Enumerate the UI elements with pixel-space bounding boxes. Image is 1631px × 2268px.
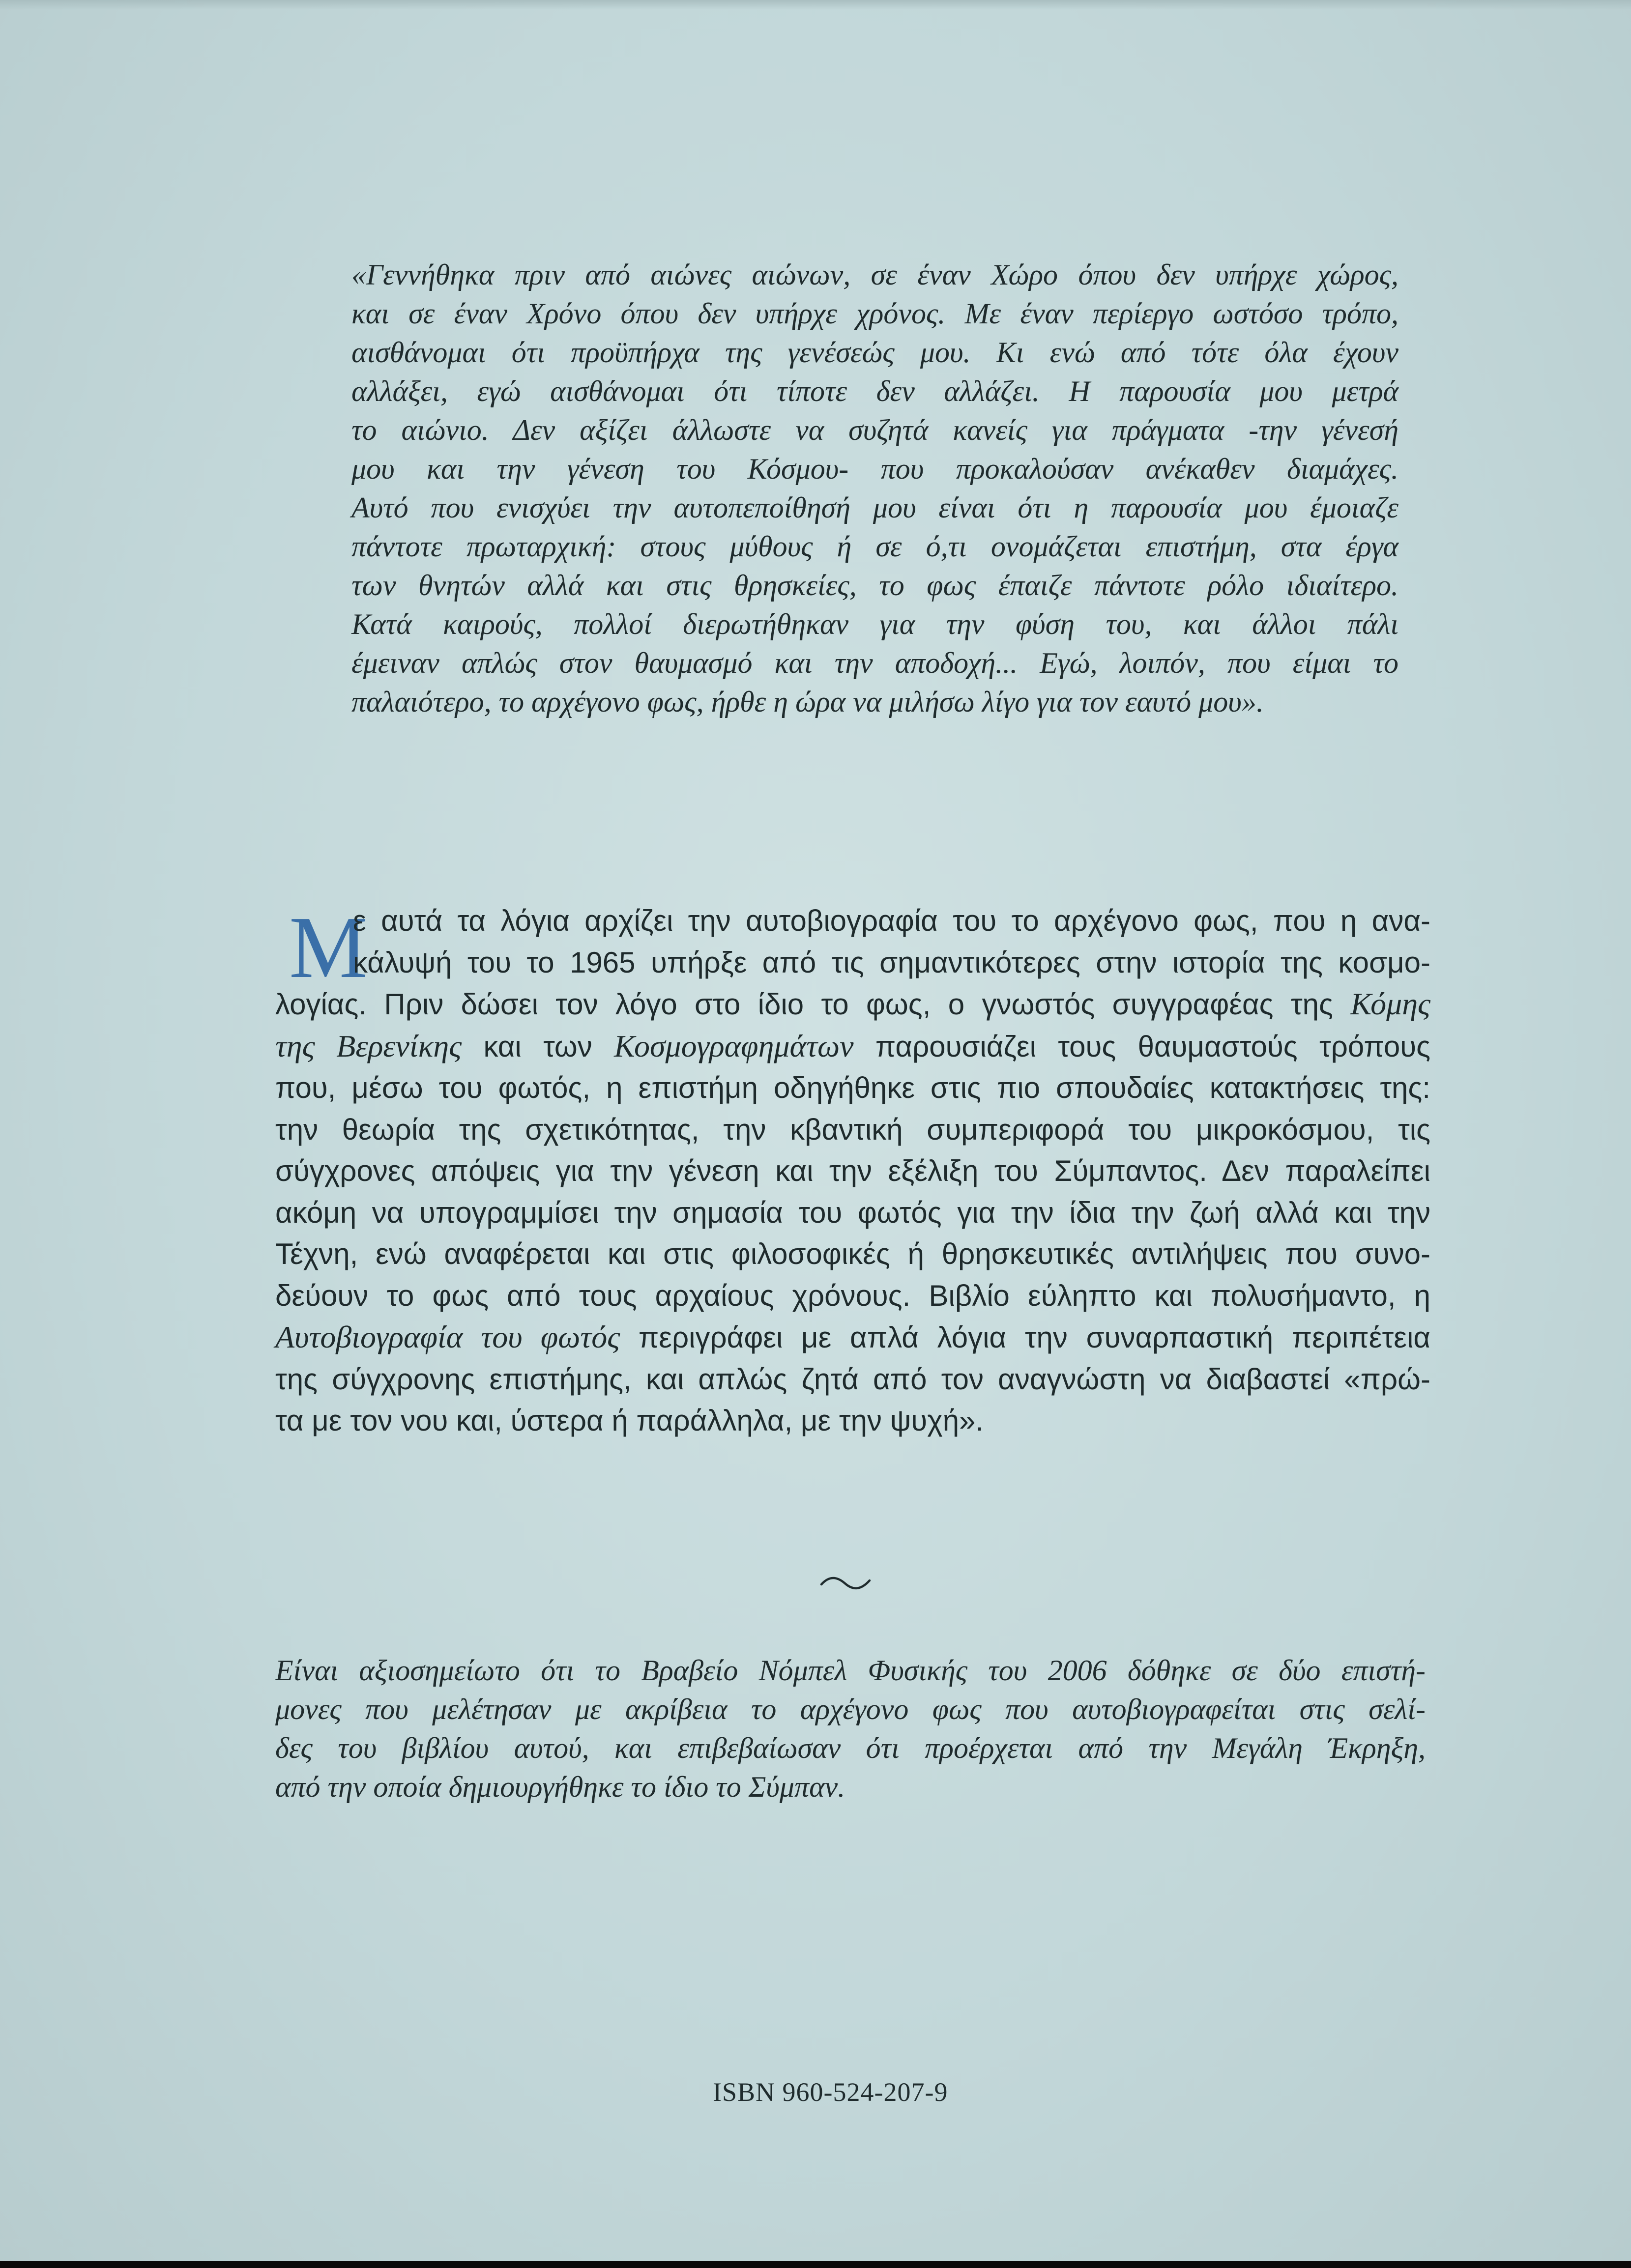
drop-cap: Μ <box>289 898 368 996</box>
note-line: δες του βιβλίου αυτού, και επιβεβαίωσαν ότι προέρχεται από την Μεγάλη Έκρηξη, <box>275 1732 1426 1764</box>
quote-line: παλαιότερο, το αρχέγονο φως, ήρθε η ώρα να μιλήσω λίγο για τον εαυτό μου». <box>351 686 1264 718</box>
book-title-italic: Κοσμογραφημάτων <box>614 1028 854 1063</box>
paragraph-line: ακόμη να υπογραμμίσει την σημασία του φωτός για την ίδια την ζωή αλλά και την <box>275 1196 1430 1229</box>
paragraph-line <box>275 1026 1430 1068</box>
quote-line: των θνητών αλλά και στις θρησκείες, το φως έπαιζε πάντοτε ρόλο ιδιαίτερο. <box>351 569 1398 602</box>
quote-line: «Γεννήθηκα πριν από αιώνες αιώνων, σε έναν Χώρο όπου δεν υπήρχε χώρος, <box>351 258 1398 291</box>
text-run: παρουσιάζει τους θαυμαστούς τρόπους <box>853 1030 1430 1063</box>
bottom-edge <box>0 2261 1631 2268</box>
paragraph-line: της σύγχρονης επιστήμης, και απλώς ζητά από τον αναγνώστη να διαβαστεί «πρώ- <box>275 1362 1430 1396</box>
paragraph-line: Τέχνη, ενώ αναφέρεται και στις φιλοσοφικές ή θρησκευτικές αντιλήψεις που συνο- <box>275 1237 1430 1270</box>
note-line: Είναι αξιοσημείωτο ότι το Βραβείο Νόμπελ Φυσικής του 2006 δόθηκε σε δύο επιστή- <box>275 1654 1426 1687</box>
paragraph-line <box>275 1317 1430 1359</box>
book-title-italic: Αυτοβιογραφία του φωτός <box>275 1320 620 1354</box>
description-paragraph <box>275 900 1430 1442</box>
opening-quote <box>351 256 1398 721</box>
isbn-number: ISBN 960-524-207-9 <box>713 2077 948 2107</box>
book-title-italic: της Βερενίκης <box>275 1028 462 1063</box>
quote-line: πάντοτε πρωταρχική: στους μύθους ή σε ό,τι ονομάζεται επιστήμη, στα έργα <box>351 530 1398 563</box>
quote-line: αλλάξει, εγώ αισθάνομαι ότι τίποτε δεν αλλάζει. Η παρουσία μου μετρά <box>351 375 1398 407</box>
quote-line: και σε έναν Χρόνο όπου δεν υπήρχε χρόνος. Με έναν περίεργο ωστόσο τρόπο, <box>351 297 1398 330</box>
paragraph-line: κάλυψή του το 1965 υπήρξε από τις σημαντικότερες στην ιστορία της κοσμο- <box>353 946 1430 979</box>
paragraph-line: την θεωρία της σχετικότητας, την κβαντική συμπεριφορά του μικροκόσμου, τις <box>275 1113 1430 1146</box>
quote-line: Αυτό που ενισχύει την αυτοπεποίθησή μου είναι ότι η παρουσία μου έμοιαζε <box>351 491 1398 524</box>
paragraph-line: που, μέσω του φωτός, η επιστήμη οδηγήθηκε στις πιο σπουδαίες κατακτήσεις της: <box>275 1071 1430 1104</box>
nobel-note <box>275 1651 1426 1807</box>
paragraph-line: δεύουν το φως από τους αρχαίους χρόνους. Βιβλίο εύληπτο και πολυσήμαντο, η <box>275 1279 1430 1312</box>
book-title-italic: Κόμης <box>1350 986 1430 1021</box>
quote-line: αισθάνομαι ότι προϋπήρχα της γενέσεώς μου. Κι ενώ από τότε όλα έχουν <box>351 336 1398 369</box>
quote-line: έμειναν απλώς στον θαυμασμό και την αποδοχή... Εγώ, λοιπόν, που είμαι το <box>351 647 1398 679</box>
paragraph-line: ε αυτά τα λόγια αρχίζει την αυτοβιογραφία του το αρχέγονο φως, που η ανα- <box>353 904 1430 937</box>
quote-line: το αιώνιο. Δεν αξίζει άλλωστε να συζητά κανείς για πράγματα -την γένεσή <box>351 414 1398 446</box>
text-run: λογίας. Πριν δώσει τον λόγο στο ίδιο το φως, ο γνωστός συγγραφέας της <box>275 988 1351 1021</box>
paragraph-line: σύγχρονες απόψεις για την γένεση και την εξέλιξη του Σύμπαντος. Δεν παραλείπει <box>275 1154 1430 1187</box>
paragraph-line <box>275 983 1430 1026</box>
top-edge-shadow <box>0 0 1631 10</box>
paragraph-line: τα με τον νου και, ύστερα ή παράλληλα, με την ψυχή». <box>275 1404 984 1437</box>
note-line: από την οποία δημιουργήθηκε το ίδιο το Σύμπαν. <box>275 1771 845 1803</box>
quote-line: μου και την γένεση του Κόσμου- που προκαλούσαν ανέκαθεν διαμάχες. <box>351 453 1398 485</box>
tilde-ornament-icon <box>818 1568 873 1597</box>
text-run: και των <box>462 1030 614 1063</box>
text-run: περιγράφει με απλά λόγια την συναρπαστική περιπέτεια <box>620 1321 1431 1354</box>
note-line: μονες που μελέτησαν με ακρίβεια το αρχέγονο φως που αυτοβιογραφείται στις σελί- <box>275 1693 1426 1725</box>
quote-line: Κατά καιρούς, πολλοί διερωτήθηκαν για την φύση του, και άλλοι πάλι <box>351 608 1398 640</box>
